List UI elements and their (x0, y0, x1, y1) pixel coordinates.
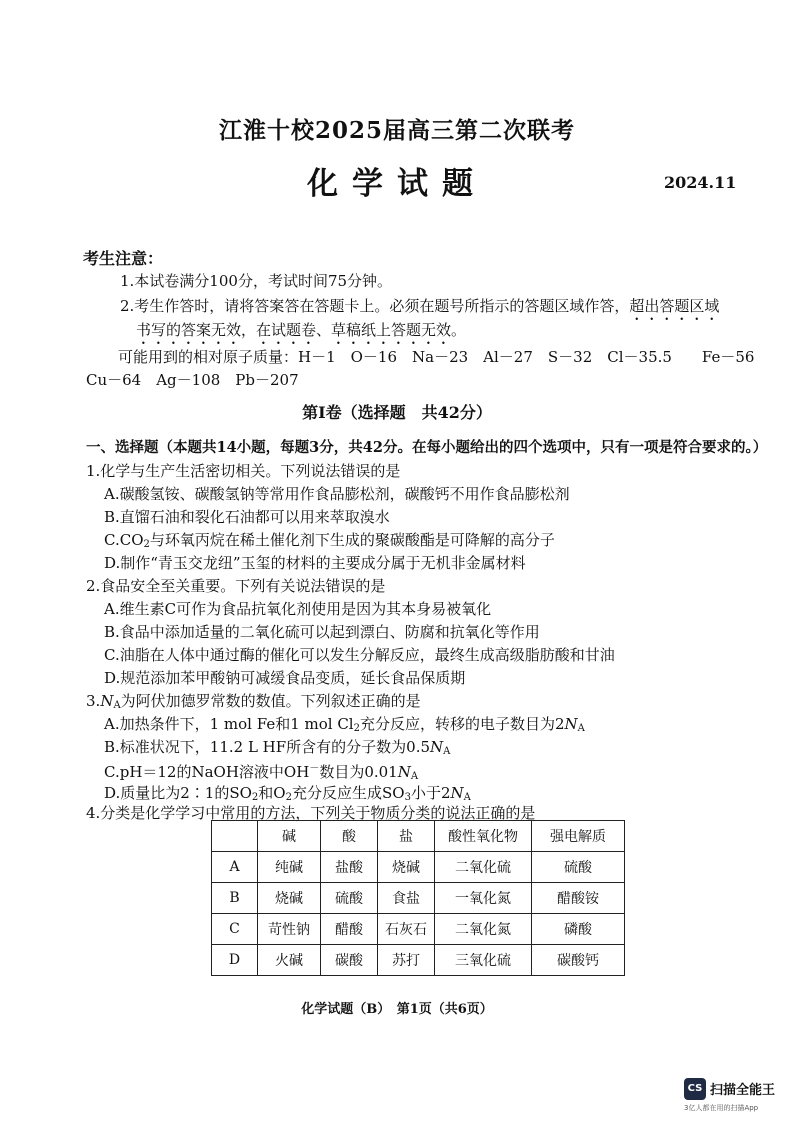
table-cell: 硫酸 (321, 883, 378, 914)
q1-option-c: $C.CO_2$与环氧丙烷在稀土催化剂下生成的聚碳酸酯是可降解的高分子 (104, 531, 555, 550)
q1-option-d: D.制作“青玉交龙纽”玉玺的材料的主要成分属于无机非金属材料 (104, 554, 526, 572)
table-cell: 醋酸 (321, 914, 378, 945)
table-cell: 三氧化硫 (435, 945, 532, 976)
q1-stem: 1.化学与生产生活密切相关。下列说法错误的是 (86, 462, 401, 480)
table-row (212, 914, 625, 945)
table-header-cell: 强电解质 (532, 821, 625, 852)
table-cell: B (212, 883, 258, 914)
table-cell: 二氧化氮 (435, 914, 532, 945)
notice-heading: 考生注意： (83, 249, 164, 268)
q3-option-d: D.质量比为2∶1的$SO_2$和$O_2$充分反应生成$SO_3$小于$2N_A$ (104, 784, 471, 803)
table-cell: 石灰石 (378, 914, 435, 945)
q1-option-b: B.直馏石油和裂化石油都可以用来萃取溴水 (104, 508, 390, 526)
table-cell: D (212, 945, 258, 976)
camscanner-logo-icon: CS (684, 1078, 706, 1100)
camscanner-tagline: 3亿人都在用的扫描App (684, 1104, 759, 1112)
notice-item-1: 1.本试卷满分100分，考试时间75分钟。 (120, 272, 393, 290)
atomic-mass-line-1: 可能用到的相对原子质量：H－1 O－16 Na－23 Al－27 S－32 Cl－35.5 Fe－56 (118, 348, 755, 366)
table-cell: 醋酸铵 (532, 883, 625, 914)
table-header-cell: 盐 (378, 821, 435, 852)
table-cell: 烧碱 (258, 883, 321, 914)
exam-date: 2024.11 (664, 173, 737, 192)
notice-item-2-cont: 书写的答案无效，在试题卷、草稿纸上答题无效。 (136, 321, 467, 339)
q2-stem: 2.食品安全至关重要。下列有关说法错误的是 (86, 577, 386, 595)
q2-option-a: A.维生素C可作为食品抗氧化剂使用是因为其本身易被氧化 (104, 600, 492, 618)
table-cell: 碳酸钙 (532, 945, 625, 976)
table-cell: A (212, 852, 258, 883)
table-header-cell: 酸 (321, 821, 378, 852)
q3-option-b: B.标准状况下，11.2 L HF所含有的分子数为$0.5N_A$ (104, 738, 451, 757)
q2-option-c: C.油脂在人体中通过酶的催化可以发生分解反应，最终生成高级脂肪酸和甘油 (104, 646, 615, 664)
table-row (212, 852, 625, 883)
q2-option-d: D.规范添加苯甲酸钠可减缓食品变质，延长食品保质期 (104, 669, 466, 687)
table-header-cell: 酸性氧化物 (435, 821, 532, 852)
table-header-row (212, 821, 625, 852)
table-row (212, 945, 625, 976)
table-header-cell (212, 821, 258, 852)
table-cell: C (212, 914, 258, 945)
table-cell: 纯碱 (258, 852, 321, 883)
q4-stem: 4.分类是化学学习中常用的方法，下列关于物质分类的说法正确的是 (86, 804, 536, 822)
table-cell: 磷酸 (532, 914, 625, 945)
q1-option-a: A.碳酸氢铵、碳酸氢钠等常用作食品膨松剂，碳酸钙不用作食品膨松剂 (104, 485, 570, 503)
table-cell: 盐酸 (321, 852, 378, 883)
section-title: 第Ⅰ卷（选择题 共42分） (302, 403, 492, 422)
camscanner-name: 扫描全能王 (710, 1083, 776, 1098)
table-row (212, 883, 625, 914)
table-cell: 烧碱 (378, 852, 435, 883)
table-cell: 苛性钠 (258, 914, 321, 945)
table-cell: 一氧化氮 (435, 883, 532, 914)
table-header-cell: 碱 (258, 821, 321, 852)
table-cell: 火碱 (258, 945, 321, 976)
q2-option-b: B.食品中添加适量的二氧化硫可以起到漂白、防腐和抗氧化等作用 (104, 623, 540, 641)
q3-option-c: C.pH＝12的NaOH溶液中OH－数目为$0.01N_A$ (104, 763, 419, 782)
table-cell: 硫酸 (532, 852, 625, 883)
page-footer: 化学试题（B） 第1页（共6页） (301, 1002, 493, 1017)
exam-title: 江淮十校2025届高三第二次联考 (218, 117, 575, 144)
table-cell: 碳酸 (321, 945, 378, 976)
table-cell: 食盐 (378, 883, 435, 914)
notice-item-2: 2.考生作答时，请将答案答在答题卡上。必须在题号所指示的答题区域作答，超出答题区域 (120, 297, 720, 315)
classification-table (211, 820, 625, 976)
table-cell: 二氧化硫 (435, 852, 532, 883)
subject-title: 化学试题 (307, 166, 487, 202)
table-cell: 苏打 (378, 945, 435, 976)
q3-stem: $3.N_A$为阿伏加德罗常数的数值。下列叙述正确的是 (86, 692, 421, 711)
atomic-mass-line-2: Cu－64 Ag－108 Pb－207 (86, 371, 299, 389)
q3-option-a: A.加热条件下，1 mol Fe和1 mol $Cl_2$充分反应，转移的电子数目为$2N_A$ (104, 715, 585, 734)
section-intro: 一、选择题（本题共14小题，每题3分，共42分。在每小题给出的四个选项中，只有一项是符合要求的。） (86, 439, 768, 456)
